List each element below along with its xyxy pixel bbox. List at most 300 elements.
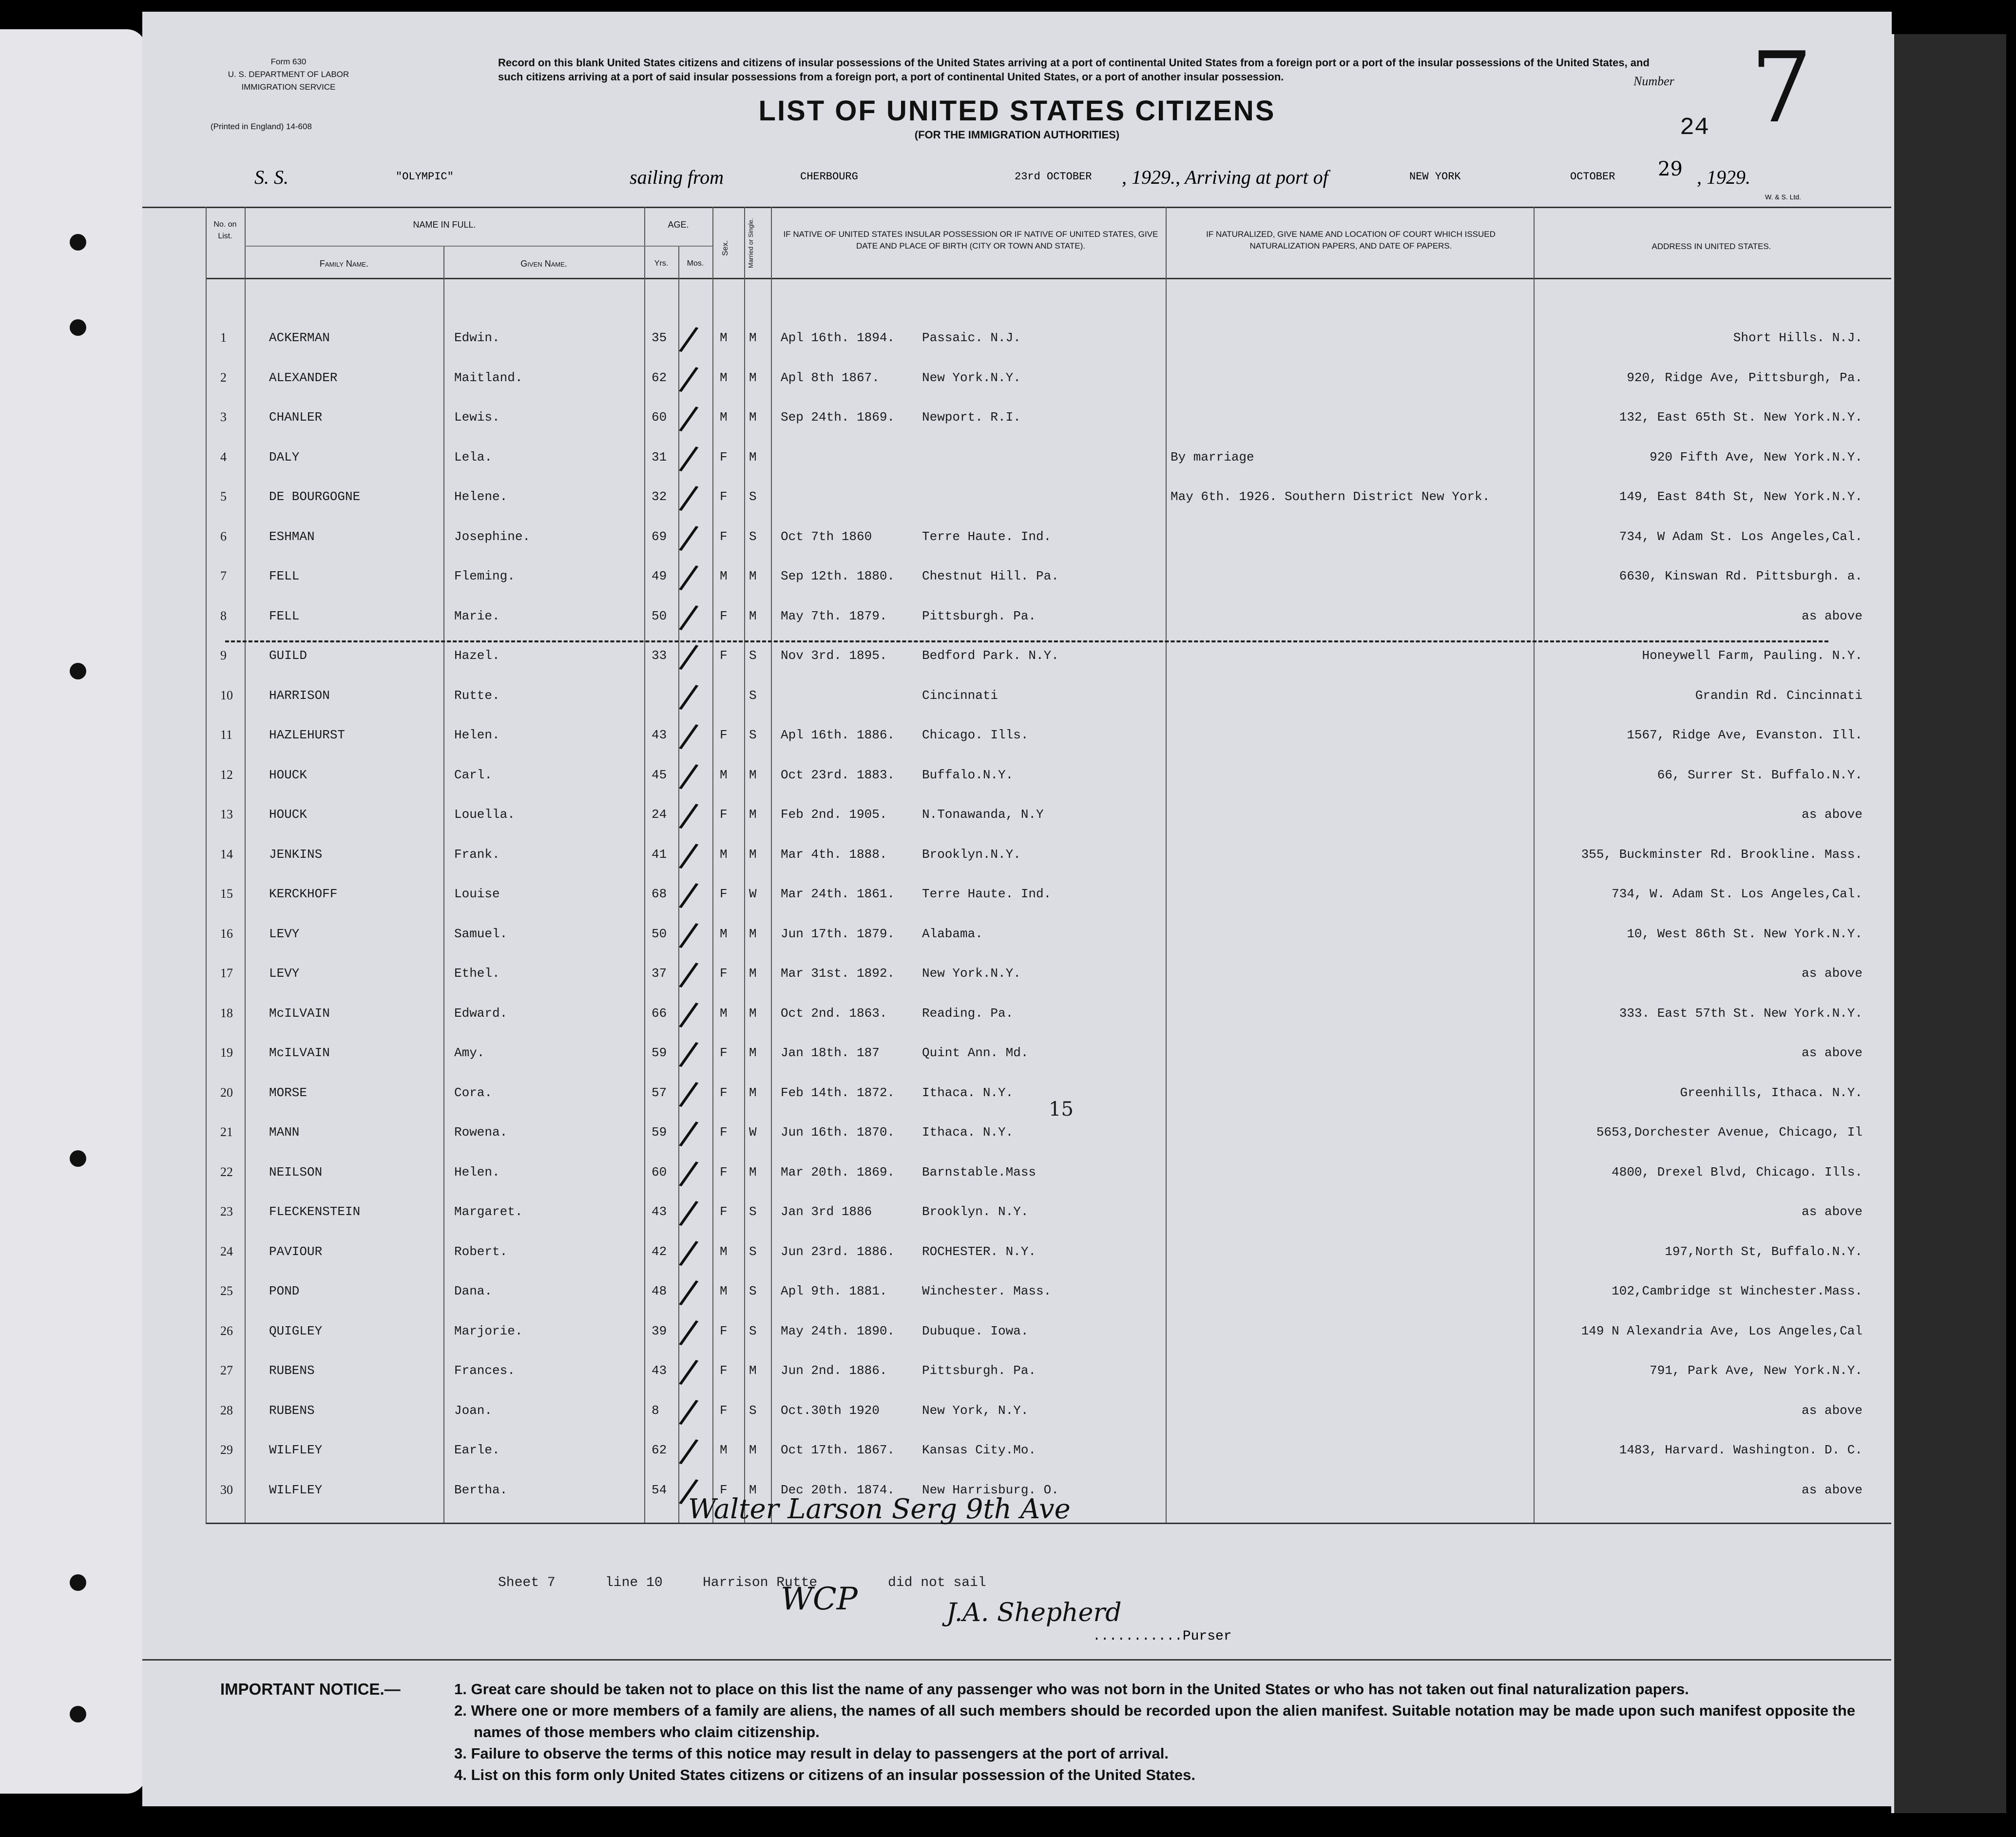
- birth-place: Pittsburgh. Pa.: [922, 608, 1037, 623]
- marital-status: S: [749, 1323, 757, 1338]
- check-mark-icon: /: [677, 715, 701, 757]
- marital-status: M: [749, 807, 757, 822]
- sex: F: [720, 1323, 728, 1338]
- row-number: 29: [220, 1443, 233, 1457]
- marital-status: M: [749, 1363, 757, 1378]
- table-row: [142, 716, 1892, 755]
- notice-label: IMPORTANT NOTICE.—: [220, 1680, 401, 1698]
- sex: F: [720, 1164, 728, 1180]
- family-name: DALY: [269, 449, 300, 464]
- sail-year: , 1929., Arriving at port of: [1122, 166, 1328, 188]
- marital-status: W: [749, 1125, 757, 1140]
- printed-note: (Printed in England) 14-608: [211, 122, 312, 131]
- row-number: 15: [220, 887, 233, 901]
- col-header-address: ADDRESS IN UNITED STATES.: [1651, 242, 1771, 251]
- page-subtitle: (FOR THE IMMIGRATION AUTHORITIES): [914, 129, 1120, 141]
- given-name: Earle.: [454, 1443, 500, 1457]
- arrive-year: , 1929.: [1697, 166, 1750, 188]
- birth-place: New Harrisburg. O.: [922, 1482, 1059, 1497]
- marital-status: M: [749, 608, 757, 623]
- family-name: ALEXANDER: [269, 370, 338, 385]
- birth-place: Cincinnati: [922, 688, 998, 703]
- family-name: RUBENS: [269, 1403, 315, 1418]
- row-number: 12: [220, 767, 233, 782]
- note-line: line 10: [605, 1575, 663, 1590]
- col-header-naturalized: IF NATURALIZED, GIVE NAME AND LOCATION OF COURT WHICH ISSUED NATURALIZATION PAPERS, AND DATE OF PAPERS.: [1206, 230, 1496, 251]
- col-header-given: Given Name.: [520, 259, 567, 269]
- row-number: 18: [220, 1006, 233, 1020]
- age: 42: [652, 1244, 667, 1259]
- birth-date: Feb 2nd. 1905.: [781, 807, 887, 822]
- table-row: [142, 478, 1892, 517]
- given-name: Amy.: [454, 1045, 485, 1060]
- birth-place: New York, N.Y.: [922, 1403, 1029, 1418]
- birth-place: New York.N.Y.: [922, 370, 1021, 385]
- row-number: 20: [220, 1085, 233, 1100]
- age: 54: [652, 1482, 667, 1497]
- age: 57: [652, 1085, 667, 1100]
- port-to: NEW YORK: [1409, 171, 1461, 183]
- birth-date: Sep 12th. 1880.: [781, 569, 895, 583]
- binder-hole: [70, 1706, 86, 1722]
- birth-date: Nov 3rd. 1895.: [781, 648, 887, 663]
- table-row: [142, 915, 1892, 954]
- sex: F: [720, 449, 728, 464]
- table-row: [142, 1193, 1892, 1232]
- given-name: Louise: [454, 887, 500, 901]
- check-mark-icon: /: [677, 318, 701, 360]
- family-name: CHANLER: [269, 410, 323, 425]
- ship-name: "OLYMPIC": [396, 171, 454, 183]
- row-number: 24: [220, 1244, 233, 1258]
- birth-place: Chestnut Hill. Pa.: [922, 569, 1059, 583]
- sex: M: [720, 569, 728, 583]
- birth-date: Jan 3rd 1886: [781, 1204, 872, 1219]
- list-number: 24: [1680, 114, 1709, 142]
- family-name: MANN: [269, 1125, 300, 1140]
- marital-status: M: [749, 1482, 757, 1497]
- marital-status: M: [749, 926, 757, 941]
- sex: F: [720, 807, 728, 822]
- note-sheet: Sheet 7: [498, 1575, 556, 1590]
- table-row: [142, 835, 1892, 874]
- table-row: [142, 994, 1892, 1033]
- age: 43: [652, 728, 667, 742]
- marital-status: M: [749, 1164, 757, 1180]
- family-name: NEILSON: [269, 1164, 323, 1180]
- port-from: CHERBOURG: [800, 171, 858, 183]
- marital-status: M: [749, 1443, 757, 1457]
- table-row: [142, 597, 1892, 636]
- sex: M: [720, 767, 728, 782]
- address: as above: [1802, 966, 1862, 981]
- strikethrough-line-10: [225, 640, 1828, 642]
- age: 8: [652, 1403, 659, 1418]
- given-name: Helen.: [454, 728, 500, 742]
- given-name: Edward.: [454, 1006, 508, 1021]
- address: 1567, Ridge Ave, Evanston. Ill.: [1627, 728, 1862, 742]
- family-name: HARRISON: [269, 688, 330, 703]
- table-row: [142, 518, 1892, 557]
- row-number: 8: [220, 608, 227, 623]
- check-mark-icon: /: [677, 1470, 701, 1512]
- sex: F: [720, 1363, 728, 1378]
- notice-item: 4. List on this form only United States citizens or citizens of an insular possession of the United States.: [454, 1766, 1195, 1783]
- given-name: Louella.: [454, 807, 515, 822]
- given-name: Robert.: [454, 1244, 508, 1259]
- row-number: 7: [220, 569, 227, 583]
- age: 43: [652, 1363, 667, 1378]
- age: 69: [652, 529, 667, 544]
- row-number: 13: [220, 807, 233, 821]
- table-row: [142, 438, 1892, 477]
- age: 31: [652, 449, 667, 464]
- ss-label: S. S.: [254, 166, 288, 188]
- marital-status: S: [749, 1284, 757, 1298]
- marital-status: S: [749, 489, 757, 504]
- address: as above: [1802, 1403, 1862, 1418]
- check-mark-icon: /: [677, 1311, 701, 1353]
- address: 149, East 84th St, New York.N.Y.: [1619, 489, 1862, 504]
- table-row: [142, 1272, 1892, 1311]
- col-header-age: AGE.: [668, 220, 689, 230]
- address: 1483, Harvard. Washington. D. C.: [1619, 1443, 1862, 1457]
- address: 149 N Alexandria Ave, Los Angeles,Cal: [1581, 1323, 1862, 1338]
- row-number: 17: [220, 966, 233, 980]
- marital-status: M: [749, 330, 757, 345]
- given-name: Marjorie.: [454, 1323, 523, 1338]
- check-mark-icon: /: [677, 636, 701, 677]
- sail-date: 23rd OCTOBER: [1015, 171, 1092, 183]
- printer-mark: W. & S. Ltd.: [1765, 193, 1801, 201]
- age: 49: [652, 569, 667, 583]
- birth-place: N.Tonawanda, N.Y: [922, 807, 1044, 822]
- address: 66, Surrer St. Buffalo.N.Y.: [1657, 767, 1862, 782]
- age: 59: [652, 1125, 667, 1140]
- header-bottom-rule: [206, 278, 1892, 279]
- birth-place: Quint Ann. Md.: [922, 1045, 1029, 1060]
- marital-status: M: [749, 1006, 757, 1021]
- table-row: [142, 875, 1892, 914]
- col-header-sex: Sex.: [721, 240, 730, 256]
- table-row: [142, 359, 1892, 398]
- birth-place: Terre Haute. Ind.: [922, 887, 1052, 901]
- address: 920, Ridge Ave, Pittsburgh, Pa.: [1627, 370, 1862, 385]
- family-name: McILVAIN: [269, 1045, 330, 1060]
- table-row: [142, 677, 1892, 715]
- marital-status: S: [749, 728, 757, 742]
- sex: M: [720, 926, 728, 941]
- sex: M: [720, 330, 728, 345]
- address: as above: [1802, 807, 1862, 822]
- row-number: 30: [220, 1482, 233, 1497]
- check-mark-icon: /: [677, 675, 701, 717]
- col-header-no: No. on List.: [213, 220, 237, 240]
- family-name: FLECKENSTEIN: [269, 1204, 361, 1219]
- table-row: [142, 1072, 1892, 1121]
- table-row: [142, 954, 1892, 993]
- sex: M: [720, 1284, 728, 1298]
- birth-date: Sep 24th. 1869.: [781, 410, 895, 425]
- birth-date: Mar 20th. 1869.: [781, 1164, 895, 1180]
- age: 50: [652, 926, 667, 941]
- age: 60: [652, 1164, 667, 1180]
- binder-hole: [70, 1150, 86, 1167]
- note-name: Harrison Rutte: [703, 1575, 818, 1590]
- binder-hole: [70, 663, 86, 679]
- manifest-sheet: [142, 12, 1892, 1806]
- page-title: LIST OF UNITED STATES CITIZENS: [758, 95, 1276, 127]
- row-number: 5: [220, 489, 227, 503]
- department: U. S. DEPARTMENT OF LABOR: [228, 70, 349, 79]
- birth-date: Mar 4th. 1888.: [781, 847, 887, 862]
- family-name: RUBENS: [269, 1363, 315, 1378]
- age: 43: [652, 1204, 667, 1219]
- binder-stub: [0, 29, 146, 1794]
- family-name: FELL: [269, 569, 300, 583]
- birth-date: Mar 24th. 1861.: [781, 887, 895, 901]
- table-row: [142, 1352, 1892, 1391]
- table-top-rule: [142, 207, 1892, 208]
- address: as above: [1802, 1045, 1862, 1060]
- family-name: FELL: [269, 608, 300, 623]
- given-name: Helene.: [454, 489, 508, 504]
- family-name: PAVIOUR: [269, 1244, 323, 1259]
- birth-place: Brooklyn.N.Y.: [922, 847, 1021, 862]
- page-edge: [1891, 34, 2006, 1813]
- birth-date: Feb 14th. 1872.: [781, 1085, 895, 1100]
- marital-status: S: [749, 1403, 757, 1418]
- check-mark-icon: /: [677, 357, 701, 400]
- check-mark-icon: /: [677, 1112, 701, 1154]
- birth-place: ROCHESTER. N.Y.: [922, 1244, 1037, 1259]
- row-number: 2: [220, 370, 227, 385]
- address: 10, West 86th St. New York.N.Y.: [1627, 926, 1862, 941]
- family-name: POND: [269, 1284, 300, 1298]
- age: 24: [652, 807, 667, 822]
- check-mark-icon: /: [677, 437, 701, 479]
- address: as above: [1802, 1482, 1862, 1497]
- row-number: 11: [220, 728, 233, 742]
- age-split-rule: [644, 246, 712, 247]
- birth-place: Ithaca. N.Y.: [922, 1085, 1014, 1100]
- sex: F: [720, 966, 728, 981]
- check-mark-icon: /: [677, 754, 701, 797]
- age: 60: [652, 410, 667, 425]
- table-row: [142, 1312, 1892, 1351]
- row-number: 9: [220, 648, 227, 662]
- given-name: Edwin.: [454, 330, 500, 345]
- given-name: Maitland.: [454, 370, 523, 385]
- age: 37: [652, 966, 667, 981]
- check-mark-icon: /: [677, 1271, 701, 1313]
- given-name: Dana.: [454, 1284, 493, 1298]
- age: 45: [652, 767, 667, 782]
- arrive-day: 29: [1658, 158, 1683, 180]
- marital-status: M: [749, 449, 757, 464]
- sex: F: [720, 1045, 728, 1060]
- birth-date: May 7th. 1879.: [781, 608, 887, 623]
- address: as above: [1802, 608, 1862, 623]
- address: as above: [1802, 1204, 1862, 1219]
- purser-signature: J.A. Shepherd: [946, 1598, 1122, 1627]
- given-name: Helen.: [454, 1164, 500, 1180]
- family-name: LEVY: [269, 926, 300, 941]
- row-number: 1: [220, 330, 227, 345]
- check-mark-icon: /: [677, 834, 701, 876]
- marital-status: M: [749, 370, 757, 385]
- sex: F: [720, 489, 728, 504]
- address: 4800, Drexel Blvd, Chicago. Ills.: [1612, 1164, 1862, 1180]
- family-name: HOUCK: [269, 767, 307, 782]
- table-row: [142, 1233, 1892, 1272]
- sex: F: [720, 1125, 728, 1140]
- birth-place: Pittsburgh. Pa.: [922, 1363, 1037, 1378]
- number-label: Number: [1633, 74, 1674, 88]
- notice-item: 1. Great care should be taken not to place on this list the name of any passenger who was not born in the United States or who has not taken out final naturalization papers.: [454, 1681, 1689, 1698]
- age: 68: [652, 887, 667, 901]
- given-name: Hazel.: [454, 648, 500, 663]
- address: Grandin Rd. Cincinnati: [1695, 688, 1862, 703]
- service: IMMIGRATION SERVICE: [241, 82, 336, 92]
- check-mark-icon: /: [677, 1192, 701, 1234]
- row-number: 28: [220, 1403, 233, 1417]
- row-number: 10: [220, 688, 233, 702]
- sex: M: [720, 847, 728, 862]
- sex: F: [720, 887, 728, 901]
- row-number: 19: [220, 1045, 233, 1060]
- birth-date: Oct 23rd. 1883.: [781, 767, 895, 782]
- birth-place: Chicago. Ills.: [922, 728, 1029, 742]
- address: Short Hills. N.J.: [1733, 330, 1862, 345]
- age: 32: [652, 489, 667, 504]
- given-name: Rowena.: [454, 1125, 508, 1140]
- row-number: 26: [220, 1323, 233, 1338]
- given-name: Samuel.: [454, 926, 508, 941]
- form-identifier: [196, 56, 381, 94]
- birth-date: May 24th. 1890.: [781, 1323, 895, 1338]
- marital-status: S: [749, 648, 757, 663]
- given-name: Marie.: [454, 608, 500, 623]
- table-row: [142, 319, 1892, 358]
- row-number: 14: [220, 847, 233, 861]
- address: 920 Fifth Ave, New York.N.Y.: [1650, 449, 1862, 464]
- birth-place: Bedford Park. N.Y.: [922, 648, 1059, 663]
- birth-date: Apl 16th. 1886.: [781, 728, 895, 742]
- birth-date: Oct 7th 1860: [781, 529, 872, 544]
- row-number: 6: [220, 529, 227, 543]
- sex: M: [720, 1244, 728, 1259]
- sex: M: [720, 1443, 728, 1457]
- notice-item: 3. Failure to observe the terms of this notice may result in delay to passengers at the port of arrival.: [454, 1745, 1169, 1762]
- check-mark-icon: /: [677, 794, 701, 836]
- age: 33: [652, 648, 667, 663]
- birth-place: Barnstable.Mass: [922, 1164, 1037, 1180]
- birth-place: Reading. Pa.: [922, 1006, 1014, 1021]
- notice-item: 2. Where one or more members of a family are aliens, the names of all such members should be recorded upon the alien manifest. Suitable notation may be made upon such manifest opposite the names of those members who claim citizenship.: [454, 1702, 1856, 1740]
- marital-status: S: [749, 1244, 757, 1259]
- family-name: HAZLEHURST: [269, 728, 346, 742]
- table-row: [142, 637, 1892, 676]
- given-name: Bertha.: [454, 1482, 508, 1497]
- row-number: 4: [220, 449, 227, 464]
- given-name: Frances.: [454, 1363, 515, 1378]
- check-mark-icon: /: [677, 1072, 701, 1115]
- family-name: McILVAIN: [269, 1006, 330, 1021]
- birth-date: Jun 16th. 1870.: [781, 1125, 895, 1140]
- address: 791, Park Ave, New York.N.Y.: [1650, 1363, 1862, 1378]
- check-mark-icon: /: [677, 1351, 701, 1392]
- given-name: Fleming.: [454, 569, 515, 583]
- address: 5653,Dorchester Avenue, Chicago, Il: [1596, 1125, 1862, 1140]
- birth-date: Apl 16th. 1894.: [781, 330, 895, 345]
- row-number: 21: [220, 1125, 233, 1139]
- name-split-rule: [245, 246, 644, 247]
- col-header-name-in-full: NAME IN FULL.: [413, 220, 476, 230]
- check-mark-icon: /: [677, 1152, 701, 1194]
- sheet-mark: 7: [1750, 31, 1813, 145]
- family-name: KERCKHOFF: [269, 887, 338, 901]
- table-row: [142, 1153, 1892, 1192]
- marital-status: S: [749, 1204, 757, 1219]
- birth-place: Buffalo.N.Y.: [922, 767, 1014, 782]
- age: 50: [652, 608, 667, 623]
- address: 734, W. Adam St. Los Angeles,Cal.: [1612, 887, 1862, 901]
- handwritten-note: Walter Larson Serg 9th Ave: [688, 1493, 1071, 1525]
- birth-place: New York.N.Y.: [922, 966, 1021, 981]
- col-header-yrs: Yrs.: [654, 259, 669, 268]
- age: 62: [652, 370, 667, 385]
- col-header-family: Family Name.: [319, 259, 369, 269]
- check-mark-icon: /: [677, 477, 701, 519]
- birth-date: Jun 17th. 1879.: [781, 926, 895, 941]
- birth-place: Newport. R.I.: [922, 410, 1021, 425]
- sex: F: [720, 1482, 728, 1497]
- sex: F: [720, 728, 728, 742]
- marital-status: M: [749, 767, 757, 782]
- table-row: [142, 1113, 1892, 1152]
- age: 41: [652, 847, 667, 862]
- family-name: ESHMAN: [269, 529, 315, 544]
- address: 102,Cambridge st Winchester.Mass.: [1612, 1284, 1862, 1298]
- form-number: Form 630: [270, 57, 307, 66]
- footer-rule: [142, 1659, 1892, 1661]
- birth-place: Winchester. Mass.: [922, 1284, 1052, 1298]
- sex: F: [720, 648, 728, 663]
- birth-date: Dec 20th. 1874.: [781, 1482, 895, 1497]
- purser-label: ...........Purser: [1093, 1629, 1232, 1644]
- arrive-month: OCTOBER: [1570, 171, 1615, 183]
- family-name: MORSE: [269, 1085, 307, 1100]
- birth-place: Dubuque. Iowa.: [922, 1323, 1029, 1338]
- sex: F: [720, 529, 728, 544]
- address: Greenhills, Ithaca. N.Y.: [1680, 1085, 1862, 1100]
- given-name: Cora.: [454, 1085, 493, 1100]
- birth-place: Ithaca. N.Y.: [922, 1125, 1014, 1140]
- given-name: Josephine.: [454, 529, 531, 544]
- birth-place: Kansas City.Mo.: [922, 1443, 1037, 1457]
- birth-date: Apl 8th 1867.: [781, 370, 880, 385]
- marital-status: M: [749, 410, 757, 425]
- table-row: [142, 398, 1892, 437]
- check-mark-icon: /: [677, 1390, 701, 1432]
- family-name: WILFLEY: [269, 1443, 323, 1457]
- marital-status: M: [749, 966, 757, 981]
- age: 66: [652, 1006, 667, 1021]
- age: 35: [652, 330, 667, 345]
- family-name: HOUCK: [269, 807, 307, 822]
- address: Honeywell Farm, Pauling. N.Y.: [1642, 648, 1862, 663]
